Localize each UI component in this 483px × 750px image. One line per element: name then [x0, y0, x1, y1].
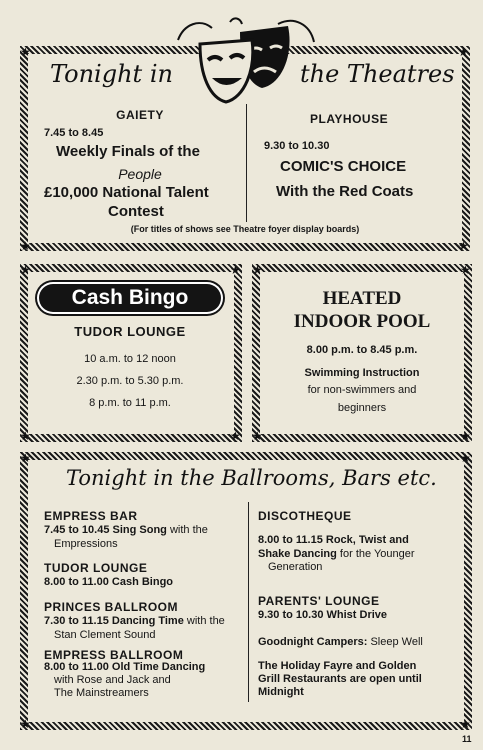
ballrooms-divider	[248, 502, 249, 702]
gaiety-line2: People	[118, 166, 162, 182]
empress-ballroom-extra2: The Mainstreamers	[54, 687, 149, 699]
playhouse-venue: PLAYHOUSE	[310, 112, 389, 126]
parents-lounge-venue: PARENTS' LOUNGE	[258, 594, 380, 608]
empress-bar-time: 7.45 to 10.45	[44, 524, 110, 536]
star-icon: ★	[460, 717, 471, 731]
empress-bar-with: with the	[169, 524, 208, 536]
tudor-lounge-time: 8.00 to 11.00	[44, 576, 109, 588]
sleep-well: Sleep Well	[370, 636, 423, 648]
empress-ballroom-line	[44, 661, 205, 673]
star-icon: ★	[252, 429, 263, 443]
empress-bar-extra: Empressions	[54, 538, 118, 550]
empress-ballroom-event: Old Time Dancing	[111, 661, 206, 673]
pool-desc-1: for non-swimmers and	[307, 384, 417, 396]
playhouse-line1: COMIC'S CHOICE	[280, 158, 407, 175]
empress-bar-line	[44, 524, 208, 536]
bingo-time-2: 2.30 p.m. to 5.30 p.m.	[76, 375, 184, 387]
star-icon: ★	[460, 263, 471, 277]
pool-desc-2: beginners	[337, 402, 387, 414]
bingo-time-3: 8 p.m. to 11 p.m.	[89, 397, 171, 409]
theatres-divider	[246, 104, 247, 222]
playhouse-line2: With the Red Coats	[276, 183, 414, 200]
tudor-lounge-line	[44, 576, 173, 588]
pool-time: 8.00 p.m. to 8.45 p.m.	[306, 344, 418, 356]
goodnight-line	[258, 636, 423, 648]
tudor-lounge-venue: TUDOR LOUNGE	[44, 561, 148, 575]
star-icon: ★	[458, 239, 469, 253]
star-icon: ★	[20, 239, 31, 253]
goodnight-campers: Goodnight Campers:	[258, 636, 368, 648]
parents-lounge-time: 9.30 to 10.30	[258, 609, 324, 621]
gaiety-time: 7.45 to 8.45	[44, 127, 104, 139]
bingo-venue: TUDOR LOUNGE	[74, 324, 186, 339]
star-icon: ★	[20, 45, 31, 59]
playhouse-time: 9.30 to 10.30	[264, 140, 330, 152]
princes-ballroom-venue: PRINCES BALLROOM	[44, 600, 178, 614]
discotheque-venue: DISCOTHEQUE	[258, 509, 352, 523]
star-icon: ★	[230, 263, 241, 277]
restaurants-line3: Midnight	[258, 686, 304, 698]
theatres-note: (For titles of shows see Theatre foyer display boards)	[130, 224, 360, 234]
gaiety-line1: Weekly Finals of the	[56, 143, 200, 160]
theatres-title-right: the Theatres	[300, 60, 455, 88]
empress-bar-venue: EMPRESS BAR	[44, 509, 138, 523]
empress-ballroom-time: 8.00 to 11.00	[44, 661, 109, 673]
theatres-title-left: Tonight in	[50, 60, 173, 88]
princes-ballroom-event: Dancing Time	[111, 615, 184, 627]
discotheque-line2	[258, 548, 415, 560]
gaiety-line4: Contest	[108, 203, 164, 220]
princes-ballroom-time: 7.30 to 11.15	[44, 615, 109, 627]
princes-ballroom-extra: Stan Clement Sound	[54, 629, 156, 641]
discotheque-event1: Rock, Twist and	[325, 534, 409, 546]
empress-ballroom-extra: with Rose and Jack and	[54, 674, 171, 686]
star-icon: ★	[458, 45, 469, 59]
tudor-lounge-event: Cash Bingo	[111, 576, 174, 588]
princes-ballroom-with: with the	[186, 615, 225, 627]
star-icon: ★	[20, 263, 31, 277]
gaiety-line3: £10,000 National Talent	[44, 184, 209, 201]
restaurants-line1: The Holiday Fayre and Golden	[258, 660, 417, 672]
theatre-masks-icon	[170, 14, 320, 106]
parents-lounge-event: Whist Drive	[326, 609, 388, 621]
princes-ballroom-line	[44, 615, 225, 627]
pool-title-1: HEATED	[322, 288, 402, 309]
pool-title-2: INDOOR POOL	[293, 311, 431, 332]
star-icon: ★	[460, 451, 471, 465]
restaurants-line2: Grill Restaurants are open until	[258, 673, 422, 685]
empress-bar-event: Sing Song	[112, 524, 167, 536]
star-icon: ★	[20, 717, 31, 731]
bingo-time-1: 10 a.m. to 12 noon	[84, 353, 176, 365]
discotheque-line1	[258, 534, 409, 546]
page-number: 11	[462, 734, 472, 744]
star-icon: ★	[252, 263, 263, 277]
discotheque-event2: Shake Dancing	[258, 548, 337, 560]
discotheque-time: 8.00 to 11.15	[258, 534, 323, 546]
star-icon: ★	[20, 429, 31, 443]
star-icon: ★	[230, 429, 241, 443]
empress-ballroom-venue: EMPRESS BALLROOM	[44, 648, 184, 662]
parents-lounge-line	[258, 609, 387, 621]
cash-bingo-badge: Cash Bingo	[37, 282, 223, 314]
pool-activity: Swimming Instruction	[304, 367, 420, 379]
star-icon: ★	[460, 429, 471, 443]
ballrooms-title: Tonight in the Ballrooms, Bars etc.	[66, 466, 437, 490]
discotheque-for: for the Younger	[339, 548, 415, 560]
gaiety-venue: GAIETY	[116, 108, 164, 122]
discotheque-for2: Generation	[268, 561, 323, 573]
star-icon: ★	[20, 451, 31, 465]
